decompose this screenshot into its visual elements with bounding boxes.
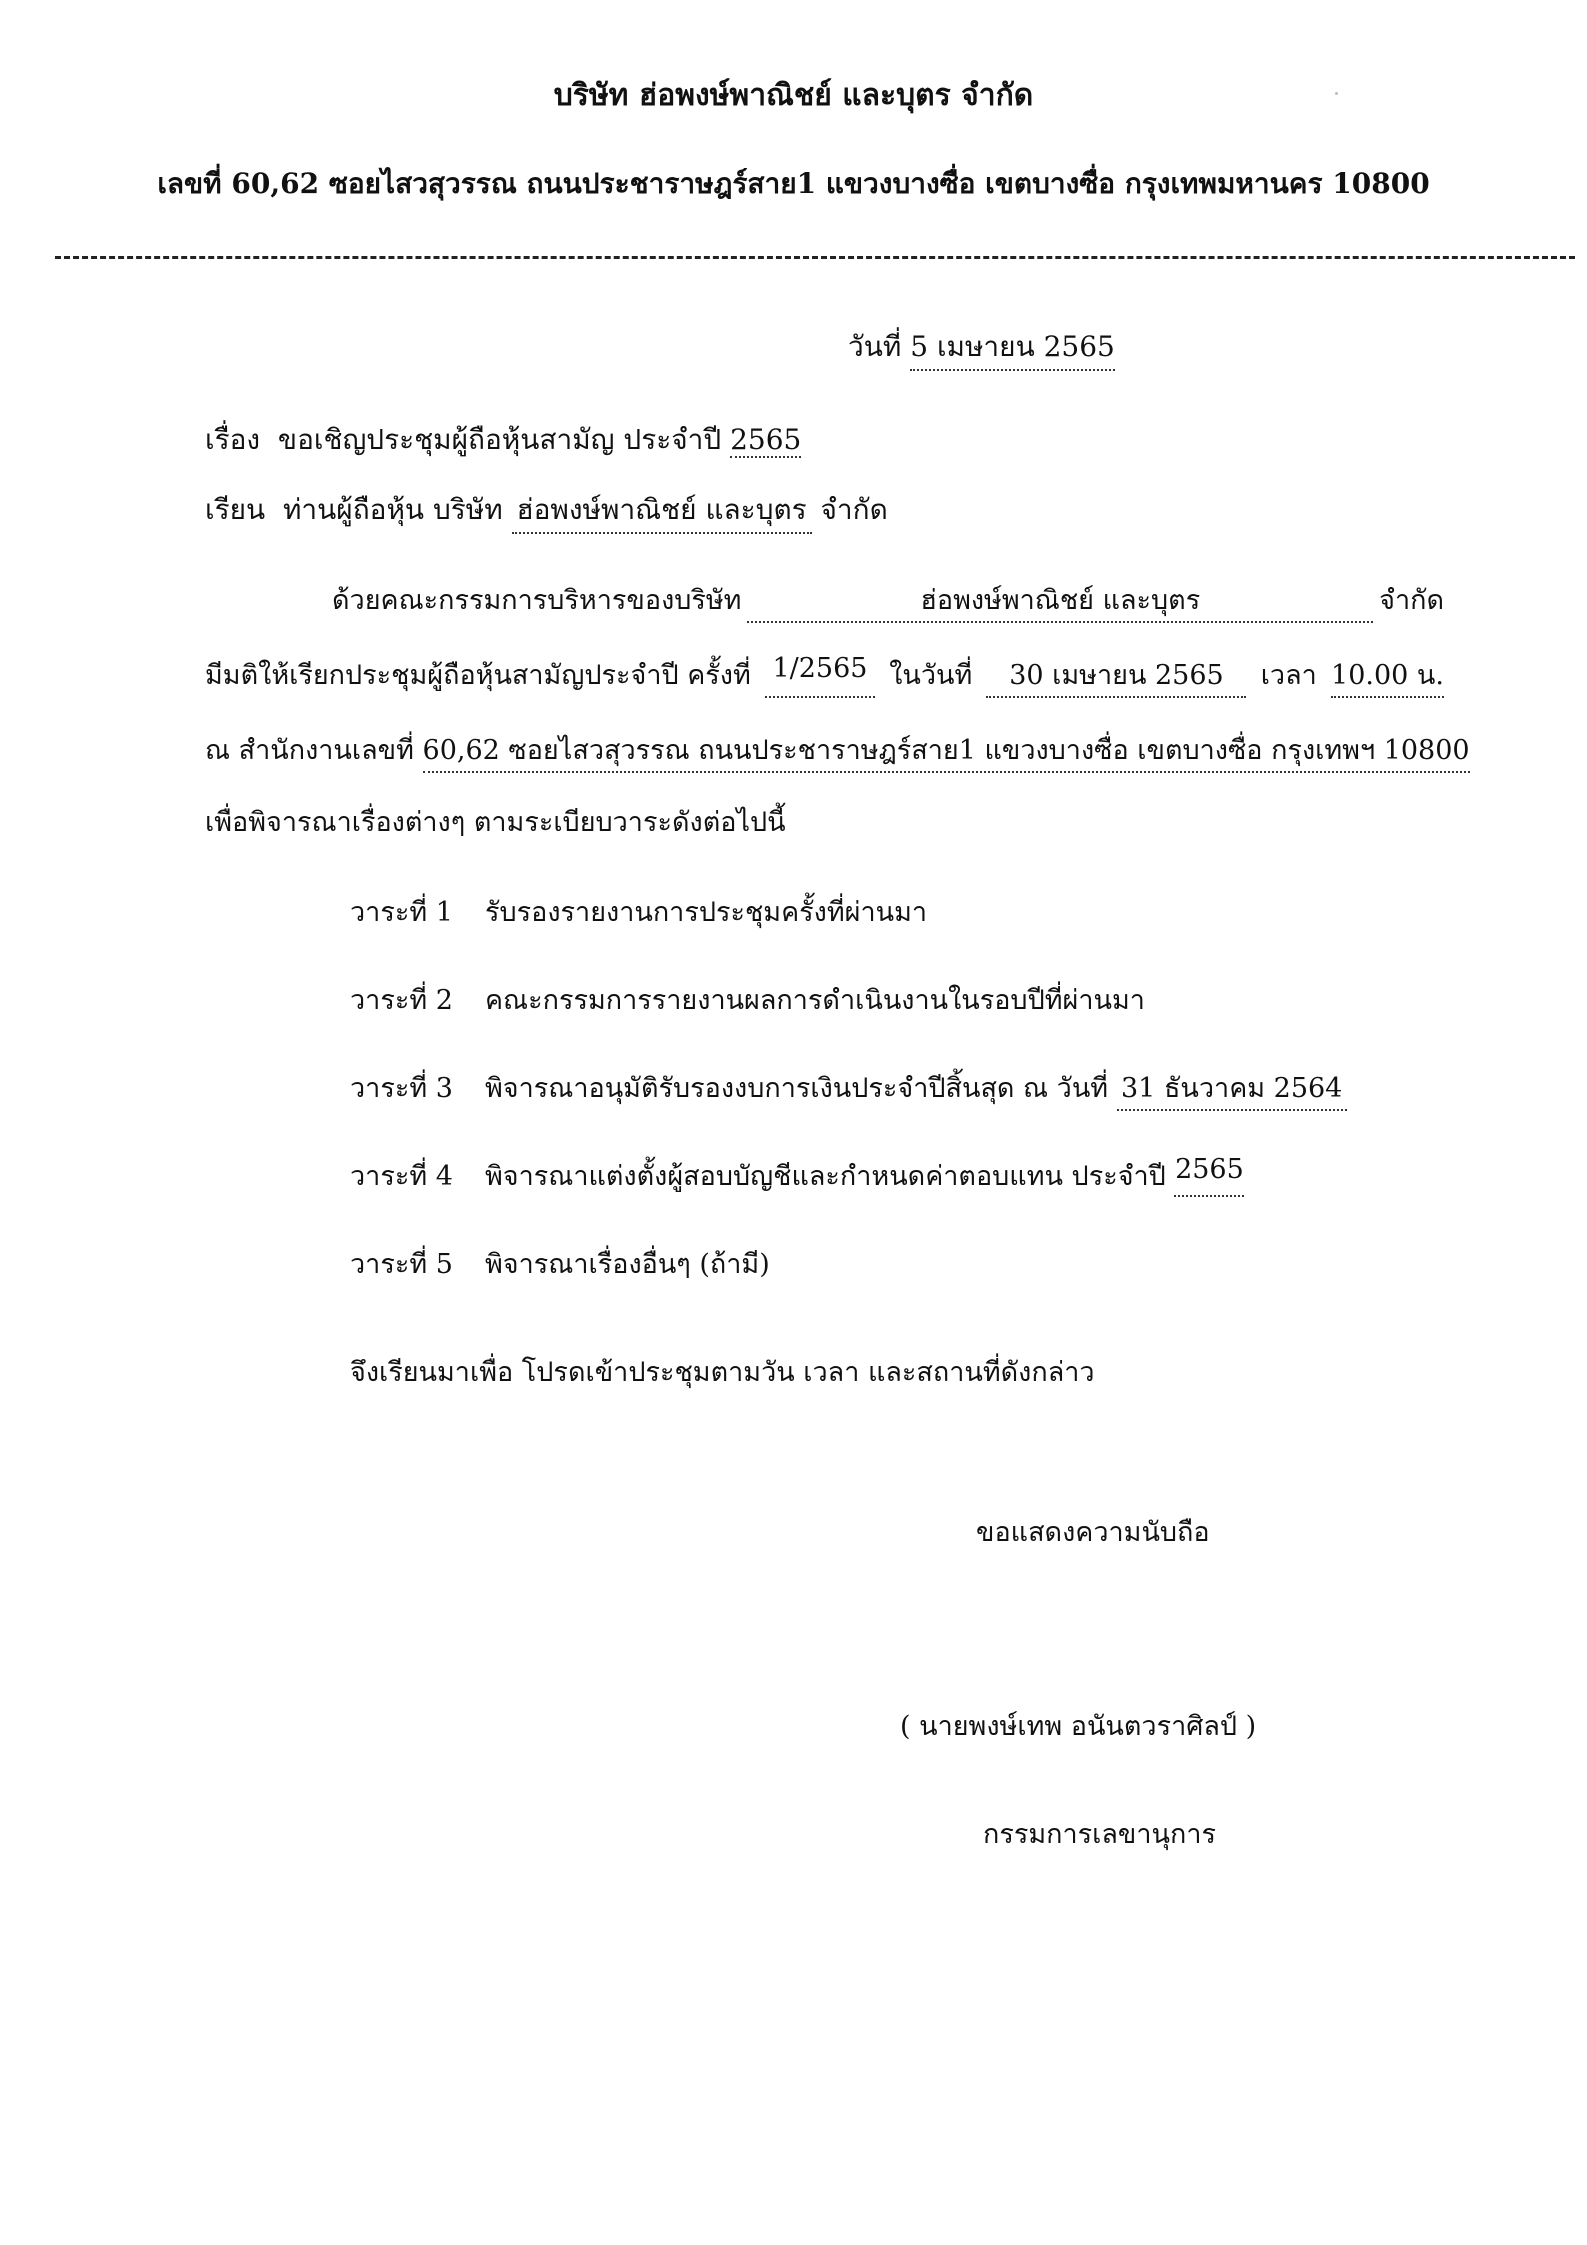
- p2-meeting-no: 1/2565: [765, 653, 875, 698]
- agenda-item: [350, 1242, 770, 1285]
- signer-position: กรรมการเลขานุการ: [983, 1819, 1217, 1850]
- agenda-item: [350, 1154, 1244, 1197]
- date-value: 5 เมษายน 2565: [910, 325, 1115, 371]
- recipient-company: ฮ่อพงษ์พาณิชย์ และบุตร: [512, 488, 812, 534]
- agenda-number: วาระที่ 1: [350, 897, 453, 928]
- agenda-text: พิจารณาเรื่องอื่นๆ (ถ้ามี): [485, 1249, 770, 1280]
- recipient-text: ท่านผู้ถือหุ้น บริษัท: [282, 493, 503, 526]
- company-title: บริษัท ฮ่อพงษ์พาณิชย์ และบุตร จำกัด: [553, 78, 1034, 113]
- agenda-text: พิจารณาอนุมัติรับรองงบการเงินประจำปีสิ้นสุด ณ วันที่: [485, 1073, 1109, 1104]
- agenda-number: วาระที่ 2: [350, 985, 453, 1016]
- subject-label: เรื่อง: [205, 423, 261, 456]
- p3-prefix: ณ สำนักงานเลขที่: [205, 735, 414, 766]
- agenda-date: 31 ธันวาคม 2564: [1117, 1066, 1347, 1111]
- agenda-text: รับรองรายงานการประชุมครั้งที่ผ่านมา: [485, 897, 928, 928]
- p1-prefix: ด้วยคณะกรรมการบริหารของบริษัท: [332, 585, 742, 616]
- subject-year: 2565: [730, 423, 802, 456]
- recipient-label: เรียน: [205, 493, 266, 526]
- agenda-item: [350, 890, 927, 933]
- regards: ขอแสดงความนับถือ: [976, 1517, 1210, 1548]
- subject-text: ขอเชิญประชุมผู้ถือหุ้นสามัญ ประจำปี: [277, 423, 722, 456]
- agenda-number: วาระที่ 5: [350, 1249, 453, 1280]
- agenda-text: พิจารณาแต่งตั้งผู้สอบบัญชีและกำหนดค่าตอบแทน ประจำปี: [485, 1161, 1166, 1192]
- p2-prefix: มีมติให้เรียกประชุมผู้ถือหุ้นสามัญประจำปี ครั้งที่: [205, 660, 751, 691]
- closing-sentence: จึงเรียนมาเพื่อ โปรดเข้าประชุมตามวัน เวลา และสถานที่ดังกล่าว: [350, 1357, 1095, 1388]
- agenda-item: [350, 1066, 1347, 1111]
- body-paragraph-2: [205, 653, 1444, 698]
- subject-line: [205, 418, 801, 462]
- signer-name: ( นายพงษ์เทพ อนันตวราศิลป์ ): [900, 1711, 1257, 1742]
- recipient-suffix: จำกัด: [820, 493, 888, 526]
- agenda-number: วาระที่ 3: [350, 1073, 453, 1104]
- body-paragraph-4: เพื่อพิจารณาเรื่องต่างๆ ตามระเบียบวาระดังต่อไปนี้: [205, 807, 786, 838]
- body-paragraph-1: [332, 578, 1444, 623]
- company-address: เลขที่ 60,62 ซอยไสวสุวรรณ ถนนประชาราษฎร์สาย1 แขวงบางซื่อ เขตบางซื่อ กรุงเทพมหานคร 10800: [157, 167, 1430, 200]
- p2-time-label: เวลา: [1260, 660, 1317, 691]
- letter-date: [848, 325, 1115, 371]
- p2-date: 30 เมษายน 2565: [986, 653, 1246, 698]
- agenda-number: วาระที่ 4: [350, 1161, 453, 1192]
- p3-location: 60,62 ซอยไสวสุวรรณ ถนนประชาราษฎร์สาย1 แขวงบางซื่อ เขตบางซื่อ กรุงเทพฯ 10800: [423, 728, 1470, 773]
- agenda-item: [350, 978, 1145, 1021]
- p1-suffix: จำกัด: [1379, 585, 1444, 616]
- recipient-line: [205, 488, 888, 534]
- agenda-year: 2565: [1174, 1154, 1244, 1197]
- p1-company: ฮ่อพงษ์พาณิชย์ และบุตร: [747, 578, 1373, 623]
- body-paragraph-3: [205, 728, 1470, 773]
- separator-line: [55, 256, 1575, 259]
- date-prefix: วันที่: [848, 330, 902, 363]
- agenda-text: คณะกรรมการรายงานผลการดำเนินงานในรอบปีที่ผ่านมา: [485, 985, 1145, 1016]
- p2-date-label: ในวันที่: [889, 660, 973, 691]
- p2-time: 10.00 น.: [1331, 653, 1444, 698]
